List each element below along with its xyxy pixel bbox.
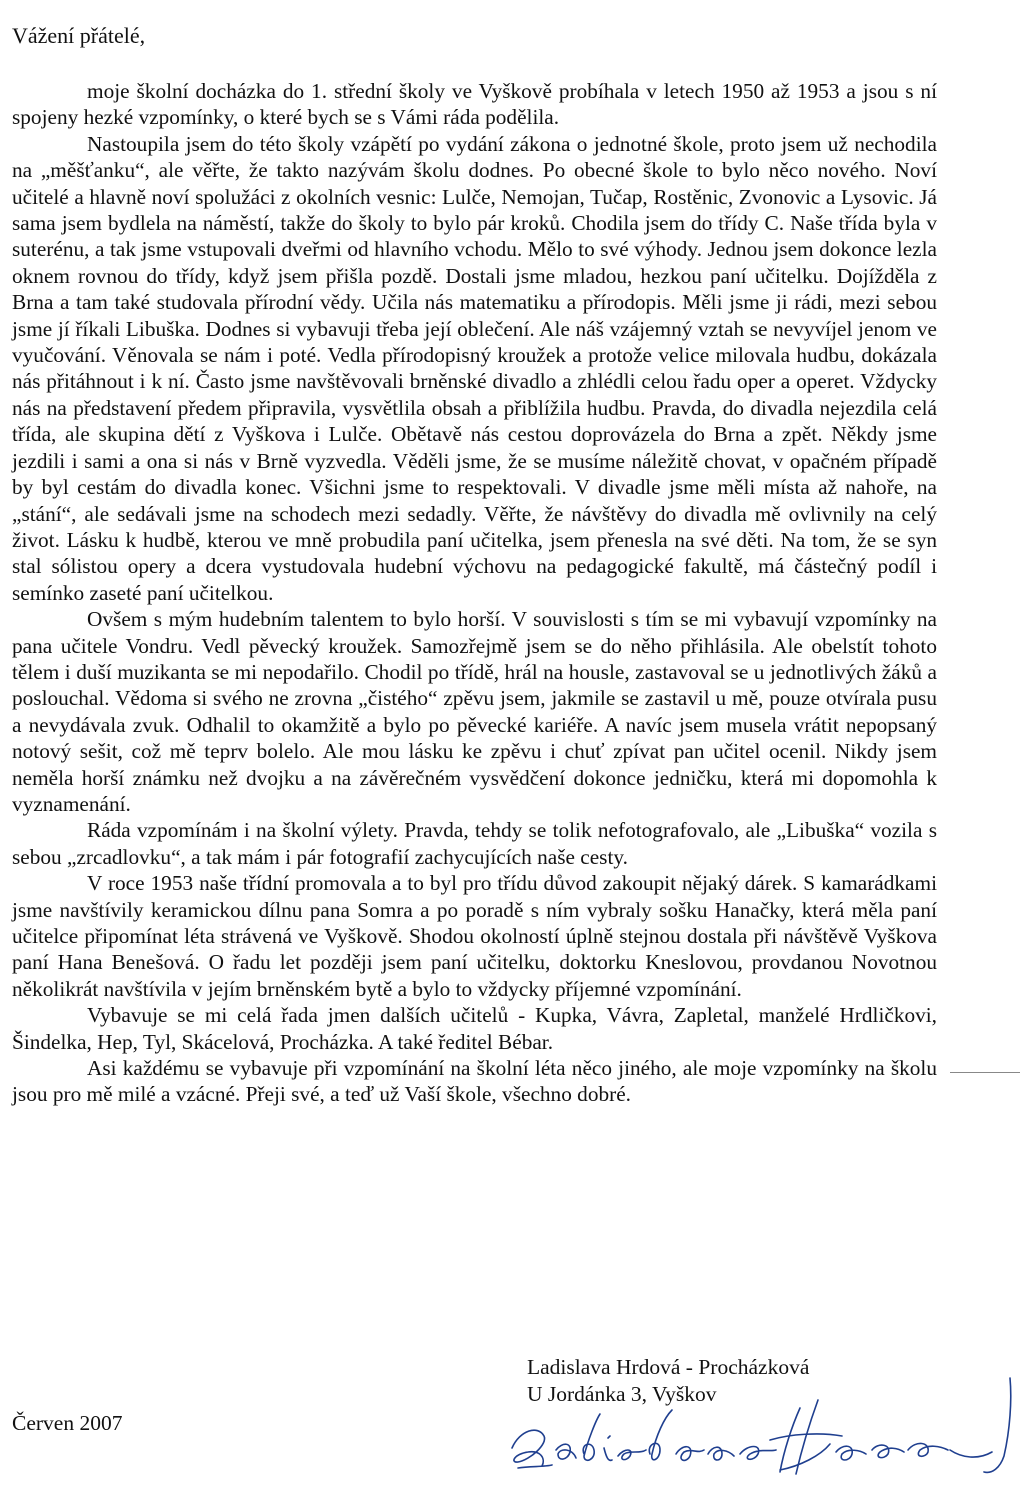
paragraph: Asi každému se vybavuje při vzpomínání na školní léta něco jiného, ale moje vzpomínky na školu jsou pro mě milé a vzácné. Přeji své, a teď už Vaší škole, všechno dobré. [12,1056,937,1107]
paragraph: Nastoupila jsem do této školy vzápětí po vydání zákona o jednotné škole, proto jsem už nechodila na „měšťanku“, ale věřte, že takto nazývám školu dodnes. Po obecné škole to bylo něco nového. Noví učitelé a hlavně noví spolužáci z okolních vesnic: Lulče, Nemojan, Tučap, Rostěnic, Zvonovic a Lysovic. Já sama jsem bydlela na náměstí, takže do školy to bylo pár kroků. Chodila jsem do třídy C. Naše třída byla v suterénu, a tak jsme vstupovali dveřmi od hlavního vchodu. Mělo to své výhody. Jednou jsem dokonce lezla oknem rovnou do třídy, když jsem přišla pozdě. Dostali jsme mladou, hezkou paní učitelku. Dojížděla z Brna a tam také studovala přírodní vědy. Učila nás matematiku a přírodopis. Měli jsme ji rádi, mezi sebou jsme jí říkali Libuška. Dodnes si vybavuji třeba její oblečení. Ale náš vzájemný vztah se nevyvíjel jenom ve vyučování. Věnovala se nám i poté. Vedla přírodopisný kroužek a protože velice milovala hudbu, dokázala nás přitáhnout i k ní. Často jsme navštěvovali brněnské divadlo a zhlédli celou řadu oper a operet. Vždycky nás na představení předem připravila, vysvětlila obsah a přiblížila hudbu. Pravda, do divadla nejezdila celá třída, ale skupina dětí z Vyškova i Lulče. Obětavě nás cestou doprovázela do Brna a zpět. Někdy jsme jezdili i sami a ona si nás v Brně vyzvedla. Věděli jsme, že se musíme náležitě chovat, v opačném případě by byl cestám do divadla konec. Všichni jsme to respektovali. V divadle jsme měli místa až nahoře, na „stání“, ale sedávali jsme na schodech mezi sedadly. Věřte, že návštěvy do divadla mě ovlivnily na celý život. Lásku k hudbě, kterou ve mně probudila paní učitelka, jsem přenesla na své děti. Na tom, že se syn stal sólistou opery a dcera vystudovala hudební výchovu na pedagogické fakultě, má částečný podíl i semínko zaseté paní učitelkou. [12,131,937,605]
paragraph: Ovšem s mým hudebním talentem to bylo horší. V souvislosti s tím se mi vybavují vzpomínky na pana učitele Vondru. Vedl pěvecký kroužek. Samozřejmě jsem se do něho přihlásila. Ale obelstít tohoto tělem i duší muzikanta se mi nepodařilo. Chodil po třídě, hrál na housle, zastavoval se u jednotlivých žáků a poslouchal. Vědoma si svého ne zrovna „čistého“ zpěvu jsem, jakmile se zastavil u mě, pouze otvírala pusu a nevydávala zvuk. Odhalil to okamžitě a bylo po pěvecké kariéře. A navíc jsem musela vrátit nepopsaný notový sešit, což mě teprv bolelo. Ale mou lásku ke zpěvu i chuť zpívat pan učitel ocenil. Nikdy jsem neměla horší známku než dvojku a na závěrečném vysvědčení dokonce jedničku, která mi dopomohla k vyznamenání. [12,607,937,816]
letter-date: Červen 2007 [12,1411,123,1435]
author-name: Ladislava Hrdová - Procházková [527,1355,810,1379]
signature-drawing [500,1370,1020,1485]
paragraph: moje školní docházka do 1. střední školy ve Vyškově probíhala v letech 1950 až 1953 a jsou s ní spojeny hezké vzpomínky, o které bych se s Vámi ráda podělila. [12,79,937,130]
handwritten-signature [500,1370,1020,1485]
scan-line [950,1072,1020,1073]
letter-body [12,78,937,1108]
paragraph: Ráda vzpomínám i na školní výlety. Pravda, tehdy se tolik nefotografovalo, ale „Libuška“ vozila s sebou „zrcadlovku“, a tak mám i pár fotografií zachycujících naše cesty. [12,818,937,869]
paragraph: Vybavuje se mi celá řada jmen dalších učitelů - Kupka, Vávra, Zapletal, manželé Hrdličkovi, Šindelka, Hep, Tyl, Skácelová, Procházka. A také ředitel Bébar. [12,1003,937,1054]
paragraph: V roce 1953 naše třídní promovala a to byl pro třídu důvod zakoupit nějaký dárek. S kamarádkami jsme navštívily keramickou dílnu pana Somra a po poradě s ním vybraly sošku Hanačky, která měla paní učitelce připomínat léta strávená ve Vyškově. Shodou okolností úplně stejnou dostala při návštěvě Vyškova paní Hana Benešová. O řadu let později jsem paní učitelku, doktorku Kneslovou, provdanou Novotnou několikrát navštívila v jejím brněnském bytě a bylo to vždycky příjemné vzpomínání. [12,871,937,1001]
salutation: Vážení přátelé, [12,23,146,48]
author-address: U Jordánka 3, Vyškov [527,1382,717,1406]
